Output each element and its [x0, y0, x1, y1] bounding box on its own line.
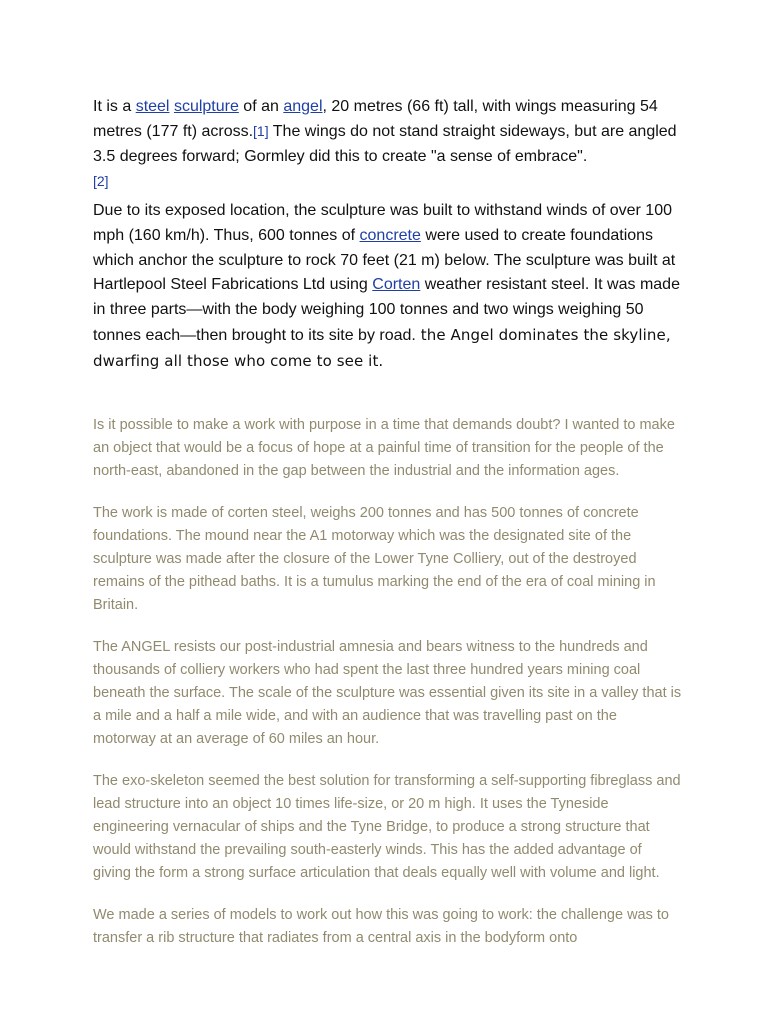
article-section	[93, 94, 683, 375]
statement-paragraph: We made a series of models to work out how this was going to work: the challenge was to transfer a rib structure that radiates from a central axis in the bodyform onto	[93, 907, 669, 946]
statement-paragraph: The work is made of corten steel, weighs 200 tonnes and has 500 tonnes of concrete foundations. The mound near the A1 motorway which was the designated site of the sculpture was made after the closure of the Lower Tyne Colliery, out of the destroyed remains of the pithead baths. It is a tumulus marking the end of the era of coal mining in Britain.	[93, 505, 656, 613]
text-run: were used to create foundations which anchor the sculpture to rock 70 feet (21 m) below. The sculpture was built at Hartlepool Steel Fabrications Ltd using	[93, 226, 676, 294]
link-steel[interactable]: steel	[135, 98, 170, 115]
link-corten[interactable]: Corten	[372, 276, 421, 294]
text-run: , 20 metres (66 ft) tall, with wings measuring 54 metres (177 ft) across.	[93, 98, 658, 140]
statement-paragraph: The ANGEL resists our post-industrial amnesia and bears witness to the hundreds and thousands of colliery workers who had spent the last three hundred years mining coal beneath the surface. The scale of the sculpture was essential given its site in a valley that is a mile and a half a mile wide, and with an audience that was travelling past on the motorway at an average of 60 miles an hour.	[93, 639, 682, 747]
text-run: The wings do not stand straight sideways, but are angled 3.5 degrees forward; Gormley did this to create "a sense of embrace".	[93, 123, 677, 165]
text-run: It is a	[93, 98, 136, 115]
closing-sentence: the Angel dominates the skyline, dwarfing all those who come to see it.	[93, 325, 671, 370]
link-sculpture[interactable]: sculpture	[173, 98, 239, 115]
citation-2-link[interactable]: [2]	[93, 173, 109, 189]
text-run: of an	[238, 98, 284, 115]
article-paragraph-construction	[93, 199, 683, 375]
artist-statement	[93, 414, 683, 969]
text-run: Due to its exposed location, the sculpture was built to withstand winds of over 100 mph (160 km/h). Thus, 600 tonnes of	[93, 202, 672, 244]
statement-paragraph: The exo-skeleton seemed the best solution for transforming a self-supporting fibreglass and lead structure into an object 10 times life-size, or 20 m high. It uses the Tyneside engineering vernacular of ships and the Tyne Bridge, to produce a strong structure that would withstand the prevailing south-easterly winds. This has the added advantage of giving the form a strong surface articulation that deals equally well with volume and light.	[93, 773, 681, 881]
link-angel[interactable]: angel	[283, 98, 323, 115]
link-concrete[interactable]: concrete	[359, 226, 421, 244]
citation-1-link[interactable]: [1]	[253, 123, 269, 139]
text-run: weather resistant steel. It was made in three parts—with the body weighing 100 tonnes and two wings weighing 50 tonnes each—then brought to its site by road.	[93, 276, 680, 344]
article-paragraph-dimensions	[93, 94, 683, 194]
statement-paragraph: Is it possible to make a work with purpose in a time that demands doubt? I wanted to make an object that would be a focus of hope at a painful time of transition for the people of the north-east, abandoned in the gap between the industrial and the information ages.	[93, 417, 675, 479]
